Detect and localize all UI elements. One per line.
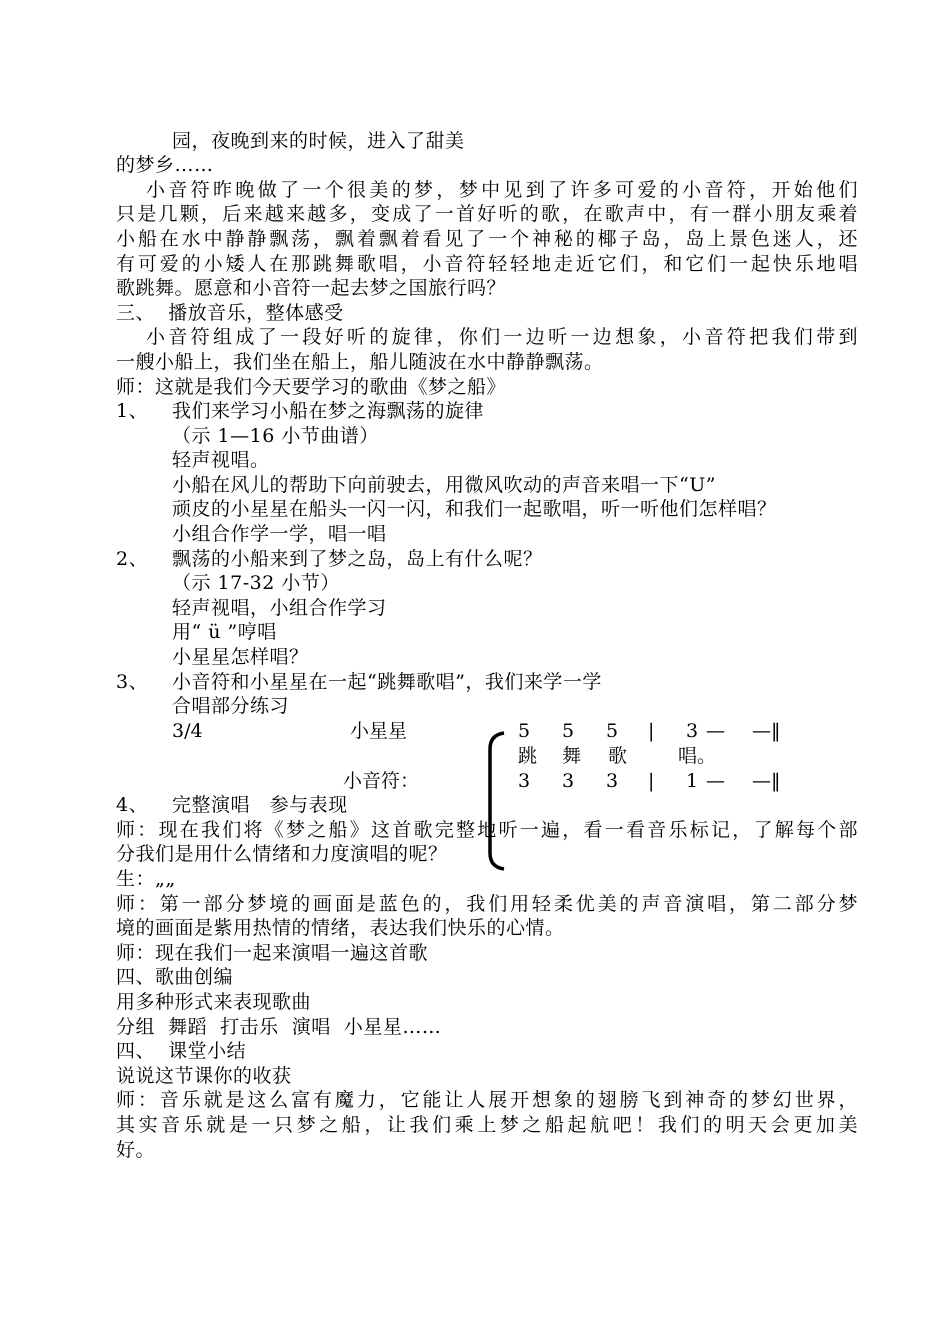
paragraph-line: 好。: [116, 1139, 156, 1161]
list-item: 顽皮的小星星在船头一闪一闪，和我们一起歌唱，听一听他们怎样唱？: [172, 498, 777, 520]
score-note: 3: [686, 720, 699, 742]
score-note: 3: [562, 770, 575, 792]
score-lyric: 歌: [608, 745, 628, 767]
list-item: 小组合作学一学，唱一唱: [172, 523, 387, 545]
list-item: （示 1—16 小节曲谱）: [172, 425, 379, 447]
list-item: 合唱部分练习: [172, 695, 290, 717]
section-heading: 四、 课堂小结: [116, 1040, 247, 1062]
paragraph-line: 分组 舞蹈 打击乐 演唱 小星星……: [116, 1016, 442, 1038]
score-dash: —: [706, 720, 725, 742]
list-number: 2、: [116, 548, 149, 570]
text-line: 的梦乡……: [116, 154, 214, 176]
paragraph-line: 师：这就是我们今天要学习的歌曲《梦之船》: [116, 376, 507, 398]
paragraph-line: 用多种形式来表现歌曲: [116, 991, 312, 1013]
section-heading: 三、 播放音乐，整体感受: [116, 302, 344, 324]
score-note: 5: [562, 720, 575, 742]
score-lyric: 唱。: [678, 745, 717, 767]
paragraph-line: 其实音乐就是一只梦之船，让我们乘上梦之船起航吧！我们的明天会更加美: [116, 1114, 858, 1136]
paragraph-line: 师：音乐就是这么富有魔力，它能让人展开想象的翅膀飞到神奇的梦幻世界，: [116, 1089, 858, 1111]
paragraph-line: 师：现在我们一起来演唱一遍这首歌: [116, 942, 429, 964]
list-item: 轻声视唱。: [172, 449, 270, 471]
paragraph-line: 一艘小船上，我们坐在船上，船儿随波在水中静静飘荡。: [116, 351, 604, 373]
list-item: 完整演唱 参与表现: [172, 794, 348, 816]
voice-label-notes: 小音符：: [343, 770, 420, 792]
section-heading: 四、歌曲创编: [116, 966, 234, 988]
voice-label-stars: 小星星: [350, 720, 408, 742]
list-item: 用“ ü ”哼唱: [172, 621, 277, 643]
score-note: 5: [606, 720, 619, 742]
paragraph-line: 师：现在我们将《梦之船》这首歌完整地听一遍，看一看音乐标记，了解每个部: [116, 819, 858, 841]
score-end-bar: —‖: [752, 720, 781, 742]
score-barline: |: [648, 770, 655, 792]
list-number: 4、: [116, 794, 149, 816]
paragraph-line: 有可爱的小矮人在那跳舞歌唱，小音符轻轻地走近它们，和它们一起快乐地唱: [116, 253, 858, 275]
list-number: 1、: [116, 400, 149, 422]
list-item: 小船在风儿的帮助下向前驶去，用微风吹动的声音来唱一下“U”: [172, 474, 716, 496]
paragraph-line: 师：第一部分梦境的画面是蓝色的，我们用轻柔优美的声音演唱，第二部分梦: [116, 893, 858, 915]
time-signature: 3/4: [172, 720, 203, 742]
list-item: 我们来学习小船在梦之海飘荡的旋律: [172, 400, 485, 422]
paragraph-line: 只是几颗，后来越来越多，变成了一首好听的歌，在歌声中，有一群小朋友乘着: [116, 203, 858, 225]
list-number: 3、: [116, 671, 149, 693]
paragraph-line: 境的画面是紫用热情的情绪，表达我们快乐的心情。: [116, 917, 565, 939]
paragraph-line: 分我们是用什么情绪和力度演唱的呢？: [116, 843, 448, 865]
score-dash: —: [706, 770, 725, 792]
score-lyric: 跳: [518, 745, 538, 767]
list-item: 飘荡的小船来到了梦之岛，岛上有什么呢？: [172, 548, 543, 570]
list-item: （示 17-32 小节）: [172, 572, 340, 594]
paragraph-line: 小音符组成了一段好听的旋律，你们一边听一边想象，小音符把我们带到: [146, 326, 858, 348]
list-item: 小星星怎样唱？: [172, 646, 309, 668]
text-line: 园，夜晚到来的时候，进入了甜美: [172, 130, 465, 152]
list-item: 轻声视唱，小组合作学习: [172, 597, 387, 619]
score-note: 1: [686, 770, 699, 792]
score-note: 5: [518, 720, 531, 742]
paragraph-line: 生：„„: [116, 868, 176, 890]
paragraph-line: 小音符昨晚做了一个很美的梦，梦中见到了许多可爱的小音符，开始他们: [146, 179, 858, 201]
score-note: 3: [606, 770, 619, 792]
score-barline: |: [648, 720, 655, 742]
score-note: 3: [518, 770, 531, 792]
score-end-bar: —‖: [752, 770, 781, 792]
score-lyric: 舞: [562, 745, 582, 767]
paragraph-line: 歌跳舞。愿意和小音符一起去梦之国旅行吗？: [116, 277, 507, 299]
list-item: 小音符和小星星在一起“跳舞歌唱”，我们来学一学: [172, 671, 602, 693]
paragraph-line: 说说这节课你的收获: [116, 1065, 292, 1087]
bracket-brace: [482, 731, 512, 871]
paragraph-line: 小船在水中静静飘荡，飘着飘着看见了一个神秘的椰子岛，岛上景色迷人，还: [116, 228, 858, 250]
